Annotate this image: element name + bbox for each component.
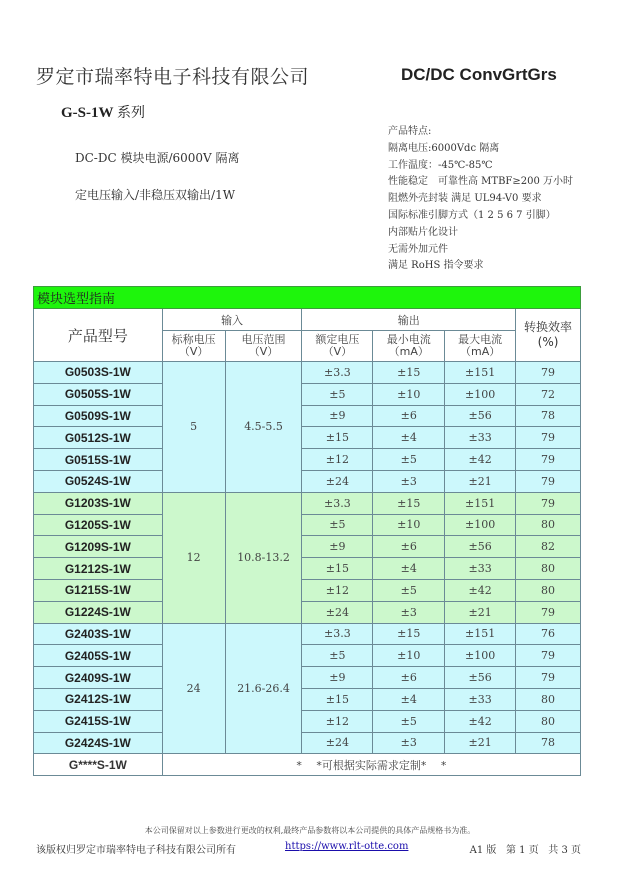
max-current-cell: ±100 xyxy=(445,514,516,536)
efficiency-cell: 79 xyxy=(516,492,581,514)
selection-guide-table xyxy=(33,286,581,776)
header-label: 标称电压 xyxy=(171,333,216,346)
max-current-cell: ±56 xyxy=(445,536,516,558)
table-row xyxy=(34,536,581,558)
min-current-cell: ±10 xyxy=(373,383,445,405)
header-efficiency xyxy=(516,309,581,362)
max-current-cell: ±33 xyxy=(445,427,516,449)
product-description-1: DC-DC 模块电源/6000V 隔离 xyxy=(75,151,240,165)
rated-voltage-cell: ±15 xyxy=(302,427,373,449)
model-cell: G2424S-1W xyxy=(34,732,163,754)
model-cell: G1209S-1W xyxy=(34,536,163,558)
min-current-cell: ±3 xyxy=(373,732,445,754)
rated-voltage-cell: ±15 xyxy=(302,688,373,710)
version-label: A1 版 xyxy=(469,845,497,856)
rated-voltage-cell: ±5 xyxy=(302,514,373,536)
product-description-2: 定电压输入/非稳压双输出/1W xyxy=(75,188,236,202)
rated-voltage-cell: ±12 xyxy=(302,710,373,732)
table-row xyxy=(34,623,581,645)
efficiency-cell: 80 xyxy=(516,579,581,601)
min-current-cell: ±10 xyxy=(373,514,445,536)
table-row xyxy=(34,470,581,492)
min-current-cell: ±4 xyxy=(373,558,445,580)
efficiency-cell: 79 xyxy=(516,427,581,449)
feature-item: 隔离电压:6000Vdc 隔离 xyxy=(388,142,500,154)
header-nominal-voltage xyxy=(162,331,225,362)
efficiency-cell: 79 xyxy=(516,645,581,667)
voltage-range-cell: 10.8-13.2 xyxy=(225,492,302,623)
feature-item: 满足 RoHS 指令要求 xyxy=(388,260,484,272)
max-current-cell: ±33 xyxy=(445,688,516,710)
header-output: 输出 xyxy=(302,309,516,331)
header-model: 产品型号 xyxy=(34,309,163,362)
max-current-cell: ±151 xyxy=(445,623,516,645)
rated-voltage-cell: ±15 xyxy=(302,558,373,580)
max-current-cell: ±21 xyxy=(445,470,516,492)
min-current-cell: ±5 xyxy=(373,579,445,601)
max-current-cell: ±151 xyxy=(445,362,516,384)
max-current-cell: ±33 xyxy=(445,558,516,580)
feature-item: 工作温度：-45℃-85℃ xyxy=(388,159,493,171)
header-max-current xyxy=(445,331,516,362)
efficiency-cell: 72 xyxy=(516,383,581,405)
header-label: 最小电流 xyxy=(386,333,431,346)
efficiency-cell: 78 xyxy=(516,732,581,754)
website-link[interactable]: https://www.rlt-otte.com xyxy=(285,841,409,852)
table-row xyxy=(34,427,581,449)
efficiency-cell: 80 xyxy=(516,710,581,732)
model-cell: G1224S-1W xyxy=(34,601,163,623)
max-current-cell: ±56 xyxy=(445,667,516,689)
table-row xyxy=(34,579,581,601)
page-total: 共 3 页 xyxy=(548,845,581,856)
efficiency-cell: 79 xyxy=(516,470,581,492)
header-label: 电压范围 xyxy=(241,333,286,346)
model-cell: G2405S-1W xyxy=(34,645,163,667)
min-current-cell: ±3 xyxy=(373,601,445,623)
efficiency-cell: 76 xyxy=(516,623,581,645)
rated-voltage-cell: ±3.3 xyxy=(302,492,373,514)
table-row xyxy=(34,601,581,623)
table-row xyxy=(34,558,581,580)
max-current-cell: ±56 xyxy=(445,405,516,427)
efficiency-cell: 78 xyxy=(516,405,581,427)
page-number: 第 1 页 xyxy=(505,845,539,856)
header-label: 最大电流 xyxy=(458,333,503,346)
header-efficiency-unit: (%) xyxy=(537,335,559,349)
feature-item: 无需外加元件 xyxy=(388,243,448,255)
table-row xyxy=(34,362,581,384)
header-unit: （mA） xyxy=(388,345,429,358)
rated-voltage-cell: ±24 xyxy=(302,732,373,754)
min-current-cell: ±6 xyxy=(373,667,445,689)
min-current-cell: ±15 xyxy=(373,362,445,384)
table-row xyxy=(34,688,581,710)
header-unit: （V） xyxy=(178,345,209,358)
feature-item: 性能稳定 可靠性高 MTBF≥200 万小时 xyxy=(388,176,574,188)
rated-voltage-cell: ±9 xyxy=(302,536,373,558)
model-cell: G0515S-1W xyxy=(34,449,163,471)
table-row xyxy=(34,514,581,536)
model-cell: G1212S-1W xyxy=(34,558,163,580)
brand-title: DC/DC ConvGrtGrs xyxy=(401,65,557,84)
custom-note-cell: * *可根据实际需求定制* * xyxy=(162,754,580,776)
efficiency-cell: 79 xyxy=(516,362,581,384)
table-title: 模块选型指南 xyxy=(34,287,581,309)
header-efficiency-label: 转换效率 xyxy=(524,320,573,334)
rated-voltage-cell: ±12 xyxy=(302,449,373,471)
max-current-cell: ±21 xyxy=(445,732,516,754)
voltage-range-cell: 4.5-5.5 xyxy=(225,362,302,493)
custom-model-cell: G****S-1W xyxy=(34,754,163,776)
series-suffix: 系列 xyxy=(116,105,145,121)
header-input: 输入 xyxy=(162,309,302,331)
rated-voltage-cell: ±5 xyxy=(302,383,373,405)
efficiency-cell: 80 xyxy=(516,558,581,580)
table-row xyxy=(34,492,581,514)
max-current-cell: ±21 xyxy=(445,601,516,623)
rated-voltage-cell: ±24 xyxy=(302,601,373,623)
rated-voltage-cell: ±12 xyxy=(302,579,373,601)
nominal-voltage-cell: 12 xyxy=(162,492,225,623)
series-title xyxy=(61,102,145,122)
model-cell: G1203S-1W xyxy=(34,492,163,514)
max-current-cell: ±42 xyxy=(445,710,516,732)
min-current-cell: ±4 xyxy=(373,427,445,449)
model-cell: G0503S-1W xyxy=(34,362,163,384)
efficiency-cell: 79 xyxy=(516,667,581,689)
min-current-cell: ±10 xyxy=(373,645,445,667)
max-current-cell: ±100 xyxy=(445,645,516,667)
model-cell: G2403S-1W xyxy=(34,623,163,645)
min-current-cell: ±3 xyxy=(373,470,445,492)
model-cell: G2415S-1W xyxy=(34,710,163,732)
min-current-cell: ±5 xyxy=(373,449,445,471)
table-row xyxy=(34,449,581,471)
rated-voltage-cell: ±9 xyxy=(302,405,373,427)
table-row xyxy=(34,667,581,689)
model-cell: G2412S-1W xyxy=(34,688,163,710)
disclaimer-note: 本公司保留对以上参数进行更改的权利,最终产品参数将以本公司提供的具体产品规格书为准。 xyxy=(144,826,476,835)
model-cell: G0512S-1W xyxy=(34,427,163,449)
model-cell: G0505S-1W xyxy=(34,383,163,405)
efficiency-cell: 80 xyxy=(516,514,581,536)
header-unit: （V） xyxy=(322,345,353,358)
efficiency-cell: 79 xyxy=(516,449,581,471)
model-cell: G1205S-1W xyxy=(34,514,163,536)
table-row xyxy=(34,383,581,405)
company-name: 罗定市瑞率特电子科技有限公司 xyxy=(36,66,310,88)
min-current-cell: ±6 xyxy=(373,536,445,558)
features-list xyxy=(388,124,573,275)
rated-voltage-cell: ±3.3 xyxy=(302,362,373,384)
min-current-cell: ±15 xyxy=(373,623,445,645)
efficiency-cell: 82 xyxy=(516,536,581,558)
nominal-voltage-cell: 24 xyxy=(162,623,225,754)
header-rated-voltage xyxy=(302,331,373,362)
header-unit: （V） xyxy=(248,345,279,358)
min-current-cell: ±5 xyxy=(373,710,445,732)
feature-item: 内部贴片化设计 xyxy=(388,226,458,238)
table-row xyxy=(34,710,581,732)
rated-voltage-cell: ±24 xyxy=(302,470,373,492)
max-current-cell: ±100 xyxy=(445,383,516,405)
series-code: G-S-1W xyxy=(61,105,114,121)
features-title: 产品特点: xyxy=(388,126,432,137)
feature-item: 国际标准引脚方式（1 2 5 6 7 引脚） xyxy=(388,209,556,221)
table-row xyxy=(34,732,581,754)
rated-voltage-cell: ±9 xyxy=(302,667,373,689)
min-current-cell: ±6 xyxy=(373,405,445,427)
nominal-voltage-cell: 5 xyxy=(162,362,225,493)
feature-item: 阻燃外壳封装 满足 UL94-V0 要求 xyxy=(388,193,542,205)
copyright-text: 该版权归罗定市瑞率特电子科技有限公司所有 xyxy=(36,845,236,856)
model-cell: G2409S-1W xyxy=(34,667,163,689)
model-cell: G0509S-1W xyxy=(34,405,163,427)
custom-row xyxy=(34,754,581,776)
model-cell: G0524S-1W xyxy=(34,470,163,492)
rated-voltage-cell: ±5 xyxy=(302,645,373,667)
header-voltage-range xyxy=(225,331,302,362)
rated-voltage-cell: ±3.3 xyxy=(302,623,373,645)
efficiency-cell: 80 xyxy=(516,688,581,710)
model-cell: G1215S-1W xyxy=(34,579,163,601)
header-label: 额定电压 xyxy=(315,333,360,346)
table-row xyxy=(34,405,581,427)
min-current-cell: ±4 xyxy=(373,688,445,710)
header-unit: （mA） xyxy=(460,345,501,358)
min-current-cell: ±15 xyxy=(373,492,445,514)
efficiency-cell: 79 xyxy=(516,601,581,623)
voltage-range-cell: 21.6-26.4 xyxy=(225,623,302,754)
max-current-cell: ±42 xyxy=(445,579,516,601)
max-current-cell: ±42 xyxy=(445,449,516,471)
max-current-cell: ±151 xyxy=(445,492,516,514)
page-info xyxy=(470,841,581,856)
header-min-current xyxy=(373,331,445,362)
table-row xyxy=(34,645,581,667)
